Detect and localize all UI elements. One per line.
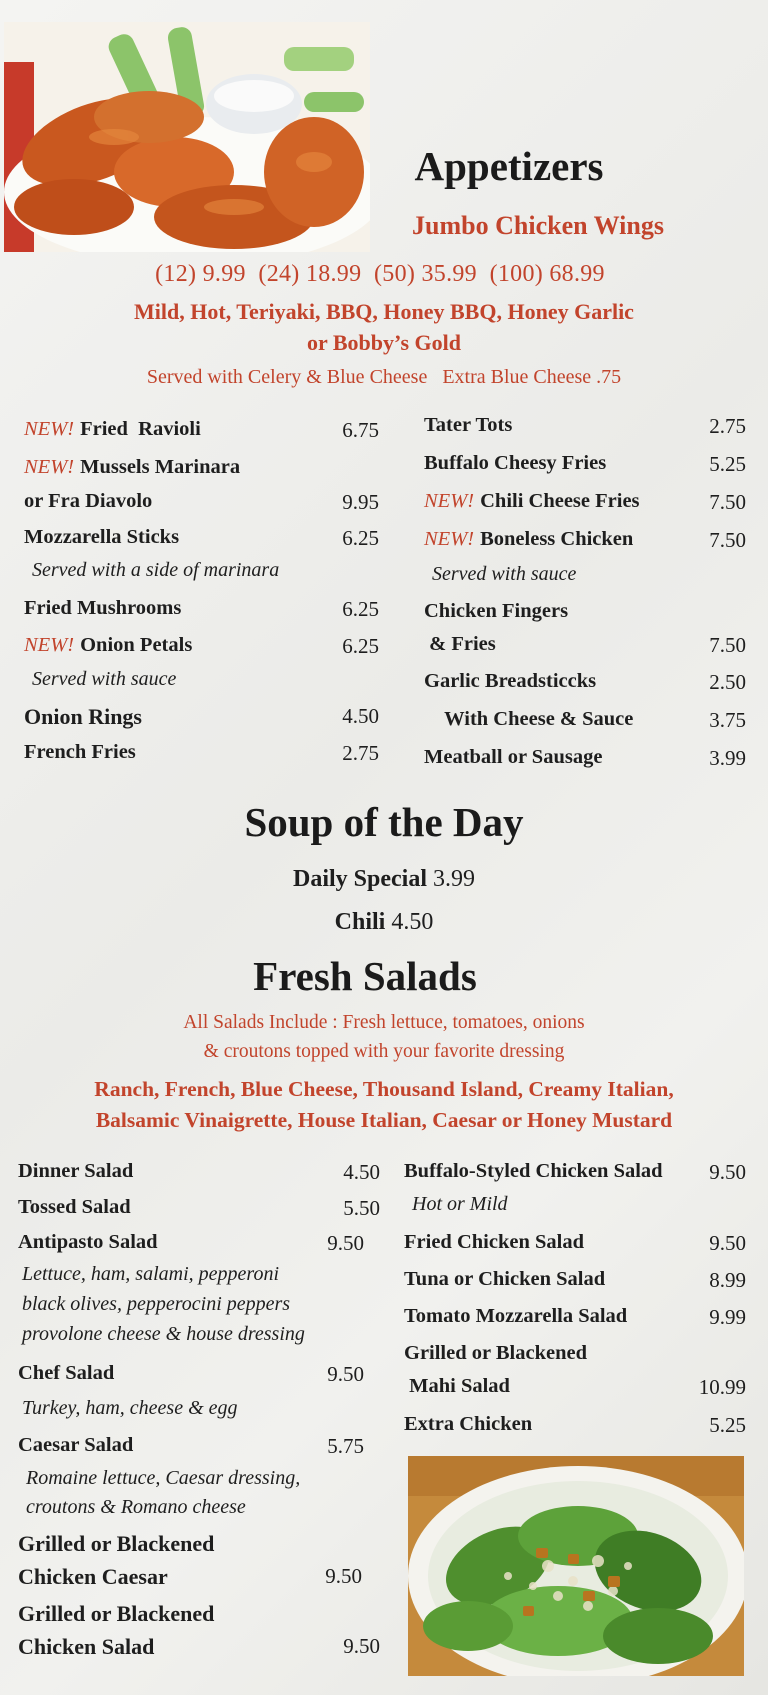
wings-title: Jumbo Chicken Wings xyxy=(412,211,664,240)
item-price: 9.50 xyxy=(343,1634,380,1658)
item-name: Tomato Mozzarella Salad xyxy=(404,1305,628,1327)
item-name: With Cheese & Sauce xyxy=(424,708,634,730)
item-name: Tuna or Chicken Salad xyxy=(404,1268,606,1290)
item-name: Fried Mushrooms xyxy=(24,597,182,619)
item-price: 5.75 xyxy=(327,1434,364,1458)
wings-served-note: Served with Celery & Blue Cheese Extra Blue Cheese .75 xyxy=(146,366,622,388)
item-price: 9.50 xyxy=(325,1564,362,1588)
soup-daily-label: Daily Special xyxy=(292,866,427,892)
item-price: 4.50 xyxy=(342,704,379,728)
soup-chili-price: 4.50 xyxy=(391,909,434,935)
item-name: Tossed Salad xyxy=(18,1196,131,1218)
salads-note-line2: & croutons topped with your favorite dressing xyxy=(203,1041,565,1062)
item-price: 7.50 xyxy=(709,490,746,514)
item-price: 5.25 xyxy=(709,452,746,476)
item-price: 2.75 xyxy=(709,414,746,438)
item-price: 9.99 xyxy=(709,1305,746,1329)
item-price: 7.50 xyxy=(709,528,746,552)
item-price: 3.99 xyxy=(709,746,746,770)
new-badge: NEW! xyxy=(24,418,75,440)
appetizers-title: Appetizers xyxy=(414,143,604,189)
item-name: Garlic Breadsticcks xyxy=(424,670,597,692)
new-badge: NEW! xyxy=(24,456,75,478)
item-price: 5.25 xyxy=(709,1413,746,1437)
item-price: 8.99 xyxy=(709,1268,746,1292)
item-price: 9.50 xyxy=(327,1362,364,1386)
item-name: Onion Rings xyxy=(24,704,142,729)
item-name: Chicken Fingers xyxy=(424,600,569,622)
item-price: 3.75 xyxy=(709,708,746,732)
item-name: Caesar Salad xyxy=(18,1434,134,1456)
wings-prices: (12) 9.99 (24) 18.99 (50) 35.99 (100) 68.99 xyxy=(155,261,605,287)
item-name: or Fra Diavolo xyxy=(24,490,153,512)
chicken-wings-photo xyxy=(4,22,370,252)
item-name: Grilled or Blackened xyxy=(18,1531,215,1556)
item-name: Tater Tots xyxy=(424,414,513,436)
item-name: & Fries xyxy=(424,633,496,655)
item-price: 6.25 xyxy=(342,526,379,550)
item-name: Chicken Salad xyxy=(18,1634,155,1659)
item-price: 5.50 xyxy=(343,1196,380,1220)
item-name: Chili Cheese Fries xyxy=(480,490,640,512)
item-name: Chef Salad xyxy=(18,1362,115,1384)
item-name: Onion Petals xyxy=(80,634,193,656)
soup-title: Soup of the Day xyxy=(244,799,524,845)
new-badge: NEW! xyxy=(424,528,475,550)
item-name: Meatball or Sausage xyxy=(424,746,603,768)
appetizers-left-column: NEW! Fried Ravioli 6.75 NEW! Mussels Marinara or Fra Diavolo 9.95 Mozzarella Sticks 6.25 Served with a side of marinara Fried Mushrooms 6.25 NEW! Onion Petals 6.25 Served with sauce Onion Rings 4.50 French Fries 2.75 xyxy=(24,418,379,765)
item-price: 6.25 xyxy=(342,634,379,658)
item-name: French Fries xyxy=(24,741,136,763)
item-price: 2.50 xyxy=(709,670,746,694)
new-badge: NEW! xyxy=(424,490,475,512)
item-name: Mahi Salad xyxy=(404,1375,510,1397)
salads-right-column: Buffalo-Styled Chicken Salad 9.50 Hot or Mild Fried Chicken Salad 9.50 Tuna or Chicken Salad 8.99 Tomato Mozzarella Salad 9.99 Grilled or Blackened Mahi Salad 10.99 Extra Chicken 5.25 xyxy=(404,1160,746,1437)
item-price: 9.50 xyxy=(709,1160,746,1184)
soup-chili-label: Chili xyxy=(334,909,386,935)
salads-dressings-line1: Ranch, French, Blue Cheese, Thousand Island, Creamy Italian, xyxy=(94,1077,674,1101)
item-name: Fried Ravioli xyxy=(80,418,201,440)
item-name: Grilled or Blackened xyxy=(404,1342,587,1364)
soup-chili xyxy=(0,909,768,936)
wings-flavors-line1: Mild, Hot, Teriyaki, BBQ, Honey BBQ, Honey Garlic xyxy=(134,299,634,324)
item-name: Antipasto Salad xyxy=(18,1231,158,1253)
item-name: Buffalo-Styled Chicken Salad xyxy=(404,1160,663,1182)
soup-daily-price: 3.99 xyxy=(433,866,475,892)
salads-title: Fresh Salads xyxy=(253,953,477,999)
item-price: 4.50 xyxy=(343,1160,380,1184)
item-price: 9.50 xyxy=(327,1231,364,1255)
item-price: 10.99 xyxy=(698,1375,746,1399)
item-name: Grilled or Blackened xyxy=(18,1601,215,1626)
item-name: Buffalo Cheesy Fries xyxy=(424,452,607,474)
item-name: Chicken Caesar xyxy=(18,1564,168,1589)
item-name: Mussels Marinara xyxy=(80,456,241,478)
item-price: 6.75 xyxy=(342,418,379,442)
item-name: Boneless Chicken xyxy=(480,528,634,550)
item-name: Fried Chicken Salad xyxy=(404,1231,584,1253)
soup-daily-special xyxy=(0,866,768,893)
item-name: Extra Chicken xyxy=(404,1413,533,1435)
item-price: 9.95 xyxy=(342,490,379,514)
wings-flavors-line2: or Bobby’s Gold xyxy=(306,330,462,355)
caesar-salad-photo xyxy=(408,1456,744,1676)
salads-left-column: Dinner Salad 4.50 Tossed Salad 5.50 Antipasto Salad 9.50 Lettuce, ham, salami, pepperoni black olives, pepperocini peppers provolone cheese & house dressing Chef Salad 9.50 Turkey, ham, cheese & egg Caesar Salad 5.75 Romaine lettuce, Caesar dressing, croutons & Romano cheese Grilled or Blackened Chicken Caesar 9.50 Grilled or Blackened Chicken Salad 9.50 xyxy=(18,1160,380,1659)
salads-note-line1: All Salads Include : Fresh lettuce, tomatoes, onions xyxy=(183,1012,585,1033)
new-badge: NEW! xyxy=(24,634,75,656)
item-price: 9.50 xyxy=(709,1231,746,1255)
item-name: Dinner Salad xyxy=(18,1160,134,1182)
salads-dressings-line2: Balsamic Vinaigrette, House Italian, Caesar or Honey Mustard xyxy=(95,1108,673,1132)
item-price: 7.50 xyxy=(709,633,746,657)
item-price: 6.25 xyxy=(342,597,379,621)
item-price: 2.75 xyxy=(342,741,379,765)
appetizers-right-column: Tater Tots 2.75 Buffalo Cheesy Fries 5.25 NEW! Chili Cheese Fries 7.50 NEW! Boneless Chicken 7.50 Served with sauce Chicken Fingers & Fries 7.50 Garlic Breadsticcks 2.50 With Cheese & Sauce 3.75 Meatball or Sausage 3.99 xyxy=(424,414,746,770)
item-name: Mozzarella Sticks xyxy=(24,526,180,548)
